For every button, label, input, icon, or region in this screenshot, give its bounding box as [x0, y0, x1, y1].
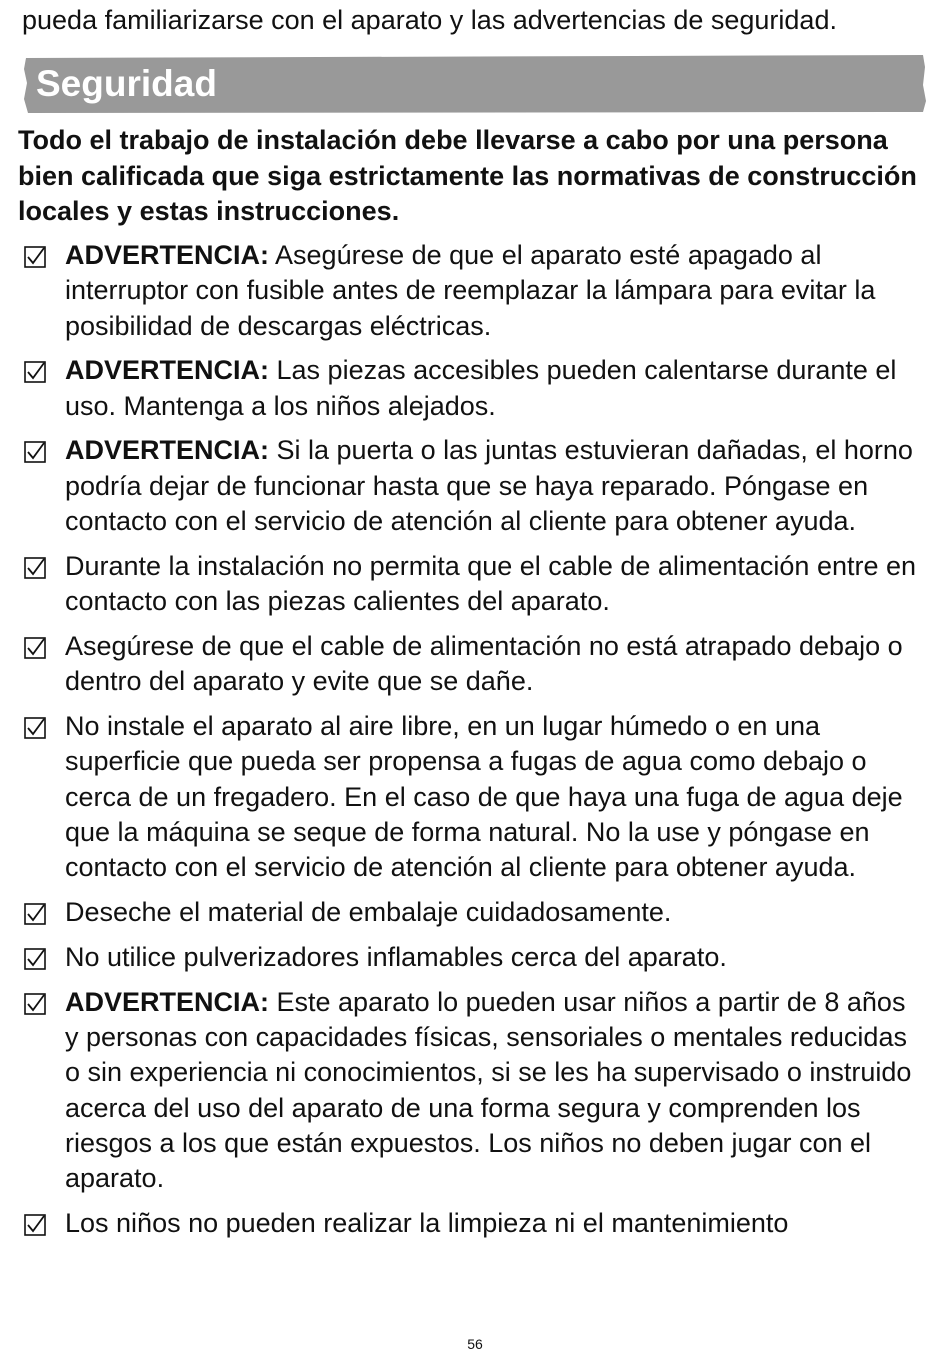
section-title: Seguridad: [36, 63, 217, 104]
checked-box-icon: [24, 246, 46, 268]
section-banner: [24, 55, 926, 113]
safety-item: [24, 709, 924, 885]
page-number: 56: [467, 1336, 483, 1352]
intro-text: pueda familiarizarse con el aparato y las advertencias de seguridad.: [22, 5, 837, 35]
item-text: Las piezas accesibles pueden calentarse durante el uso. Mantenga a los niños alejados.: [65, 355, 897, 421]
checked-box-icon: [24, 717, 46, 739]
item-text: No instale el aparato al aire libre, en un lugar húmedo o en una superficie que pueda ser propensa a fugas de agua como debajo o cerca de un fregadero. En el caso de que haya una fuga de agua deje que la máquina se seque de forma natural. No la use y póngase en contacto con el servicio de atención al cliente para obtener ayuda.: [65, 711, 903, 883]
checked-box-icon: [24, 361, 46, 383]
checked-box-icon: [24, 903, 46, 925]
warning-label: ADVERTENCIA:: [65, 986, 270, 1017]
checked-box-icon: [24, 1214, 46, 1236]
item-text: No utilice pulverizadores inflamables cerca del aparato.: [65, 941, 727, 972]
item-text: Este aparato lo pueden usar niños a partir de 8 años y personas con capacidades físicas, sensoriales o mentales reducidas o sin experiencia ni conocimientos, si se les ha supervisado o instruido acerca del uso del aparato de una forma segura y comprenden los riesgos a los que están expuestos. Los niños no deben jugar con el aparato.: [65, 986, 912, 1194]
item-text: Asegúrese de que el aparato esté apagado al interruptor con fusible antes de reemplazar la lámpara para evitar la posibilidad de descargas eléctricas.: [65, 240, 876, 341]
checked-box-icon: [24, 637, 46, 659]
safety-item: [24, 985, 924, 1197]
safety-item: [24, 895, 924, 930]
item-text: Durante la instalación no permita que el cable de alimentación entre en contacto con las piezas calientes del aparato.: [65, 550, 917, 617]
checked-box-icon: [24, 441, 46, 463]
safety-item: [24, 433, 924, 539]
item-text: Deseche el material de embalaje cuidadosamente.: [65, 897, 672, 928]
item-text: Si la puerta o las juntas estuvieran dañadas, el horno podría dejar de funcionar hasta que se haya reparado. Póngase en contacto con el servicio de atención al cliente para obtener ayuda.: [65, 435, 913, 537]
warning-label: ADVERTENCIA:: [65, 240, 270, 270]
safety-item: [24, 353, 924, 424]
item-text: Asegúrese de que el cable de alimentación no está atrapado debajo o dentro del aparato y evite que se dañe.: [65, 630, 903, 697]
safety-item: [24, 1206, 924, 1241]
lead-paragraph: Todo el trabajo de instalación debe llevarse a cabo por una persona bien calificada que siga estrictamente las normativas de construcción locales y estas instrucciones.: [18, 125, 917, 226]
safety-item: [24, 629, 924, 700]
warning-label: ADVERTENCIA:: [65, 435, 270, 466]
item-text: Los niños no pueden realizar la limpieza ni el mantenimiento: [65, 1207, 789, 1238]
safety-list: [24, 238, 924, 1251]
checked-box-icon: [24, 993, 46, 1015]
safety-item: [24, 238, 924, 344]
checked-box-icon: [24, 948, 46, 970]
safety-item: [24, 940, 924, 975]
checked-box-icon: [24, 557, 46, 579]
warning-label: ADVERTENCIA:: [65, 355, 270, 386]
safety-item: [24, 549, 924, 620]
